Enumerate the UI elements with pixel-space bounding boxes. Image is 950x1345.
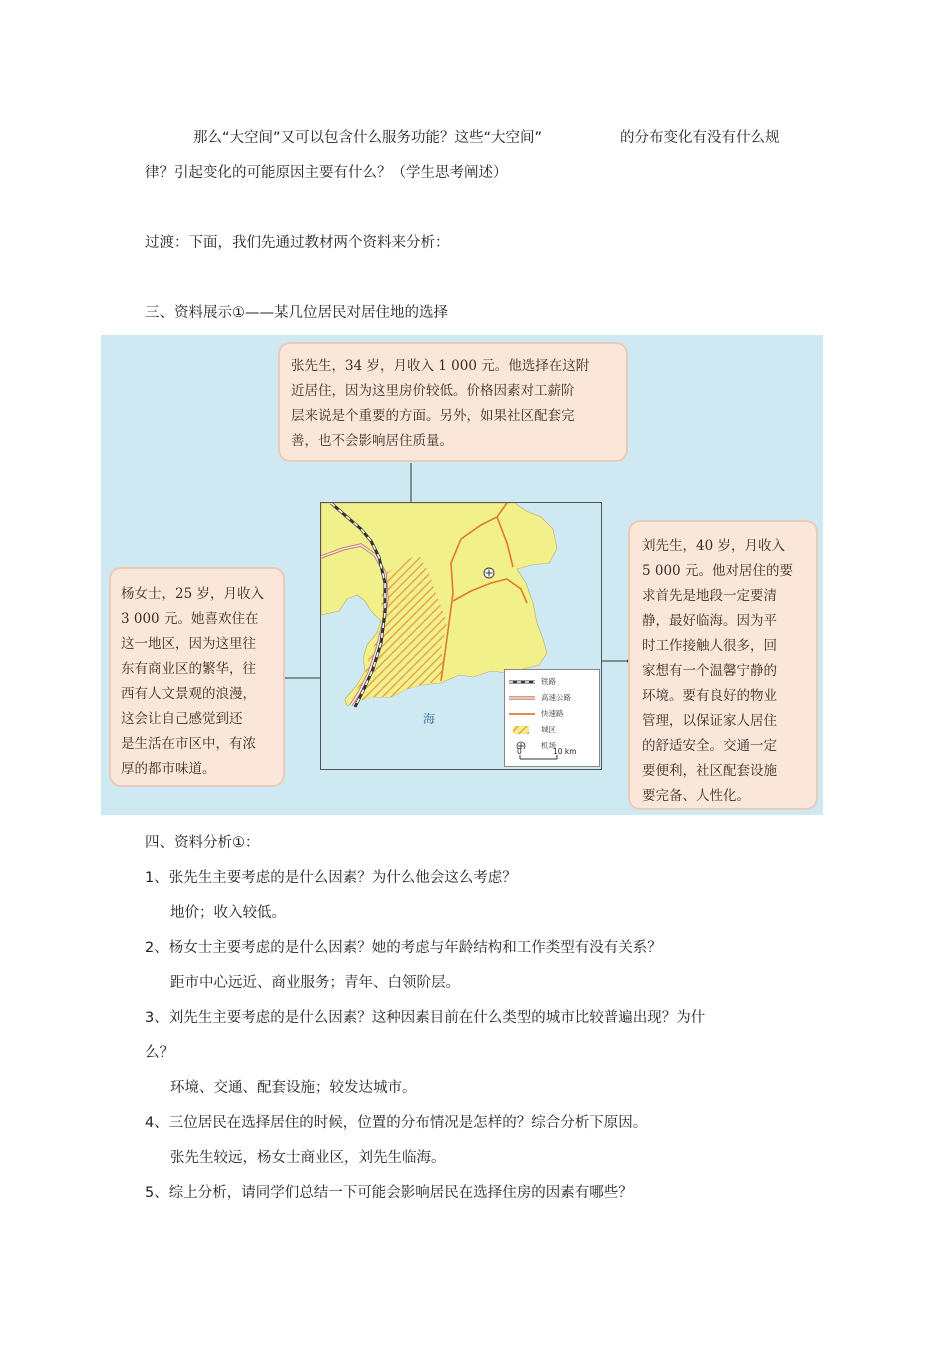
airport-symbol-icon bbox=[509, 741, 535, 749]
callout-liu-line: 家想有一个温馨宁静的 bbox=[642, 663, 777, 679]
question-1: 1、张先生主要考虑的是什么因素？为什么他会这么考虑？ bbox=[145, 870, 517, 886]
question-5: 5、综上分析，请同学们总结一下可能会影响居民在选择住房的因素有哪些？ bbox=[145, 1185, 633, 1201]
residence-choice-figure bbox=[101, 335, 823, 815]
legend-label: 城区 bbox=[541, 725, 556, 734]
question-3: 3、刘先生主要考虑的是什么因素？这种因素目前在什么类型的城市比较普遍出现？为什 bbox=[145, 1010, 706, 1026]
legend-label: 高速公路 bbox=[541, 693, 571, 702]
sea-label: 海 bbox=[423, 712, 436, 726]
intro-line-1b: 的分布变化有没有什么规 bbox=[620, 130, 780, 146]
fast-road-symbol-icon bbox=[509, 710, 535, 718]
callout-liu bbox=[628, 520, 818, 810]
answer-3: 环境、交通、配套设施；较发达城市。 bbox=[170, 1080, 417, 1096]
callout-zhang-line: 张先生，34 岁，月收入 1 000 元。他选择在这附 bbox=[291, 358, 590, 374]
section-4-title: 四、资料分析①： bbox=[145, 835, 260, 851]
callout-zhang bbox=[278, 342, 628, 462]
legend-label: 铁路 bbox=[541, 677, 556, 686]
callout-liu-line: 求首先是地段一定要清 bbox=[642, 588, 777, 604]
transition-text: 过渡：下面，我们先通过教材两个资料来分析： bbox=[145, 235, 450, 251]
callout-liu-line: 管理，以保证家人居住 bbox=[642, 713, 777, 729]
callout-liu-line: 刘先生，40 岁，月收入 bbox=[642, 538, 785, 554]
intro-line-2: 律？引起变化的可能原因主要有什么？（学生思考阐述） bbox=[145, 165, 508, 181]
callout-yang-line: 这一地区，因为这里往 bbox=[121, 636, 256, 652]
callout-yang-line: 这会让自己感觉到还 bbox=[121, 711, 243, 727]
railway-symbol-icon bbox=[509, 678, 535, 686]
callout-zhang-line: 善，也不会影响居住质量。 bbox=[291, 433, 453, 449]
callout-liu-line: 时工作接触人很多，回 bbox=[642, 638, 777, 654]
question-2: 2、杨女士主要考虑的是什么因素？她的考虑与年龄结构和工作类型有没有关系？ bbox=[145, 940, 662, 956]
callout-liu-line: 静，最好临海。因为平 bbox=[642, 613, 777, 629]
callout-liu-line: 环境。要有良好的物业 bbox=[642, 688, 777, 704]
answer-2: 距市中心远近、商业服务；青年、白领阶层。 bbox=[170, 975, 460, 991]
scale-zero: 0 bbox=[517, 747, 522, 756]
scale-distance: 10 km bbox=[553, 747, 577, 756]
airport-icon bbox=[484, 568, 494, 578]
callout-liu-line: 要便利，社区配套设施 bbox=[642, 763, 777, 779]
question-3-continued: 么？ bbox=[145, 1045, 174, 1061]
callout-yang-line: 厚的都市味道。 bbox=[121, 761, 216, 777]
callout-yang-line: 杨女士，25 岁，月收入 bbox=[121, 586, 264, 602]
callout-liu-line: 5 000 元。他对居住的要 bbox=[642, 563, 793, 579]
expressway-symbol-icon bbox=[509, 694, 535, 702]
urban-area-symbol-icon bbox=[509, 726, 535, 734]
answer-4: 张先生较远，杨女士商业区，刘先生临海。 bbox=[170, 1150, 446, 1166]
callout-yang-line: 是生活在市区中，有浓 bbox=[121, 736, 256, 752]
legend-label: 机场 bbox=[541, 741, 556, 750]
answer-1: 地价；收入较低。 bbox=[170, 905, 286, 921]
question-4: 4、三位居民在选择居住的时候，位置的分布情况是怎样的？综合分析下原因。 bbox=[145, 1115, 648, 1131]
callout-yang bbox=[109, 567, 285, 787]
legend-label: 快速路 bbox=[541, 709, 564, 718]
callout-yang-line: 东有商业区的繁华，往 bbox=[121, 661, 256, 677]
callout-zhang-line: 近居住，因为这里房价较低。价格因素对工薪阶 bbox=[291, 383, 575, 399]
intro-line-1a: 那么“大空间”又可以包含什么服务功能？这些“大空间” bbox=[193, 130, 543, 146]
callout-liu-line: 的舒适安全。交通一定 bbox=[642, 738, 777, 754]
section-3-title: 三、资料展示①——某几位居民对居住地的选择 bbox=[145, 305, 448, 321]
callout-yang-line: 3 000 元。她喜欢住在 bbox=[121, 611, 259, 627]
callout-liu-line: 要完备、人性化。 bbox=[642, 788, 750, 804]
callout-yang-line: 西有人文景观的浪漫， bbox=[121, 686, 256, 702]
callout-zhang-line: 层来说是个重要的方面。另外，如果社区配套完 bbox=[291, 408, 575, 424]
